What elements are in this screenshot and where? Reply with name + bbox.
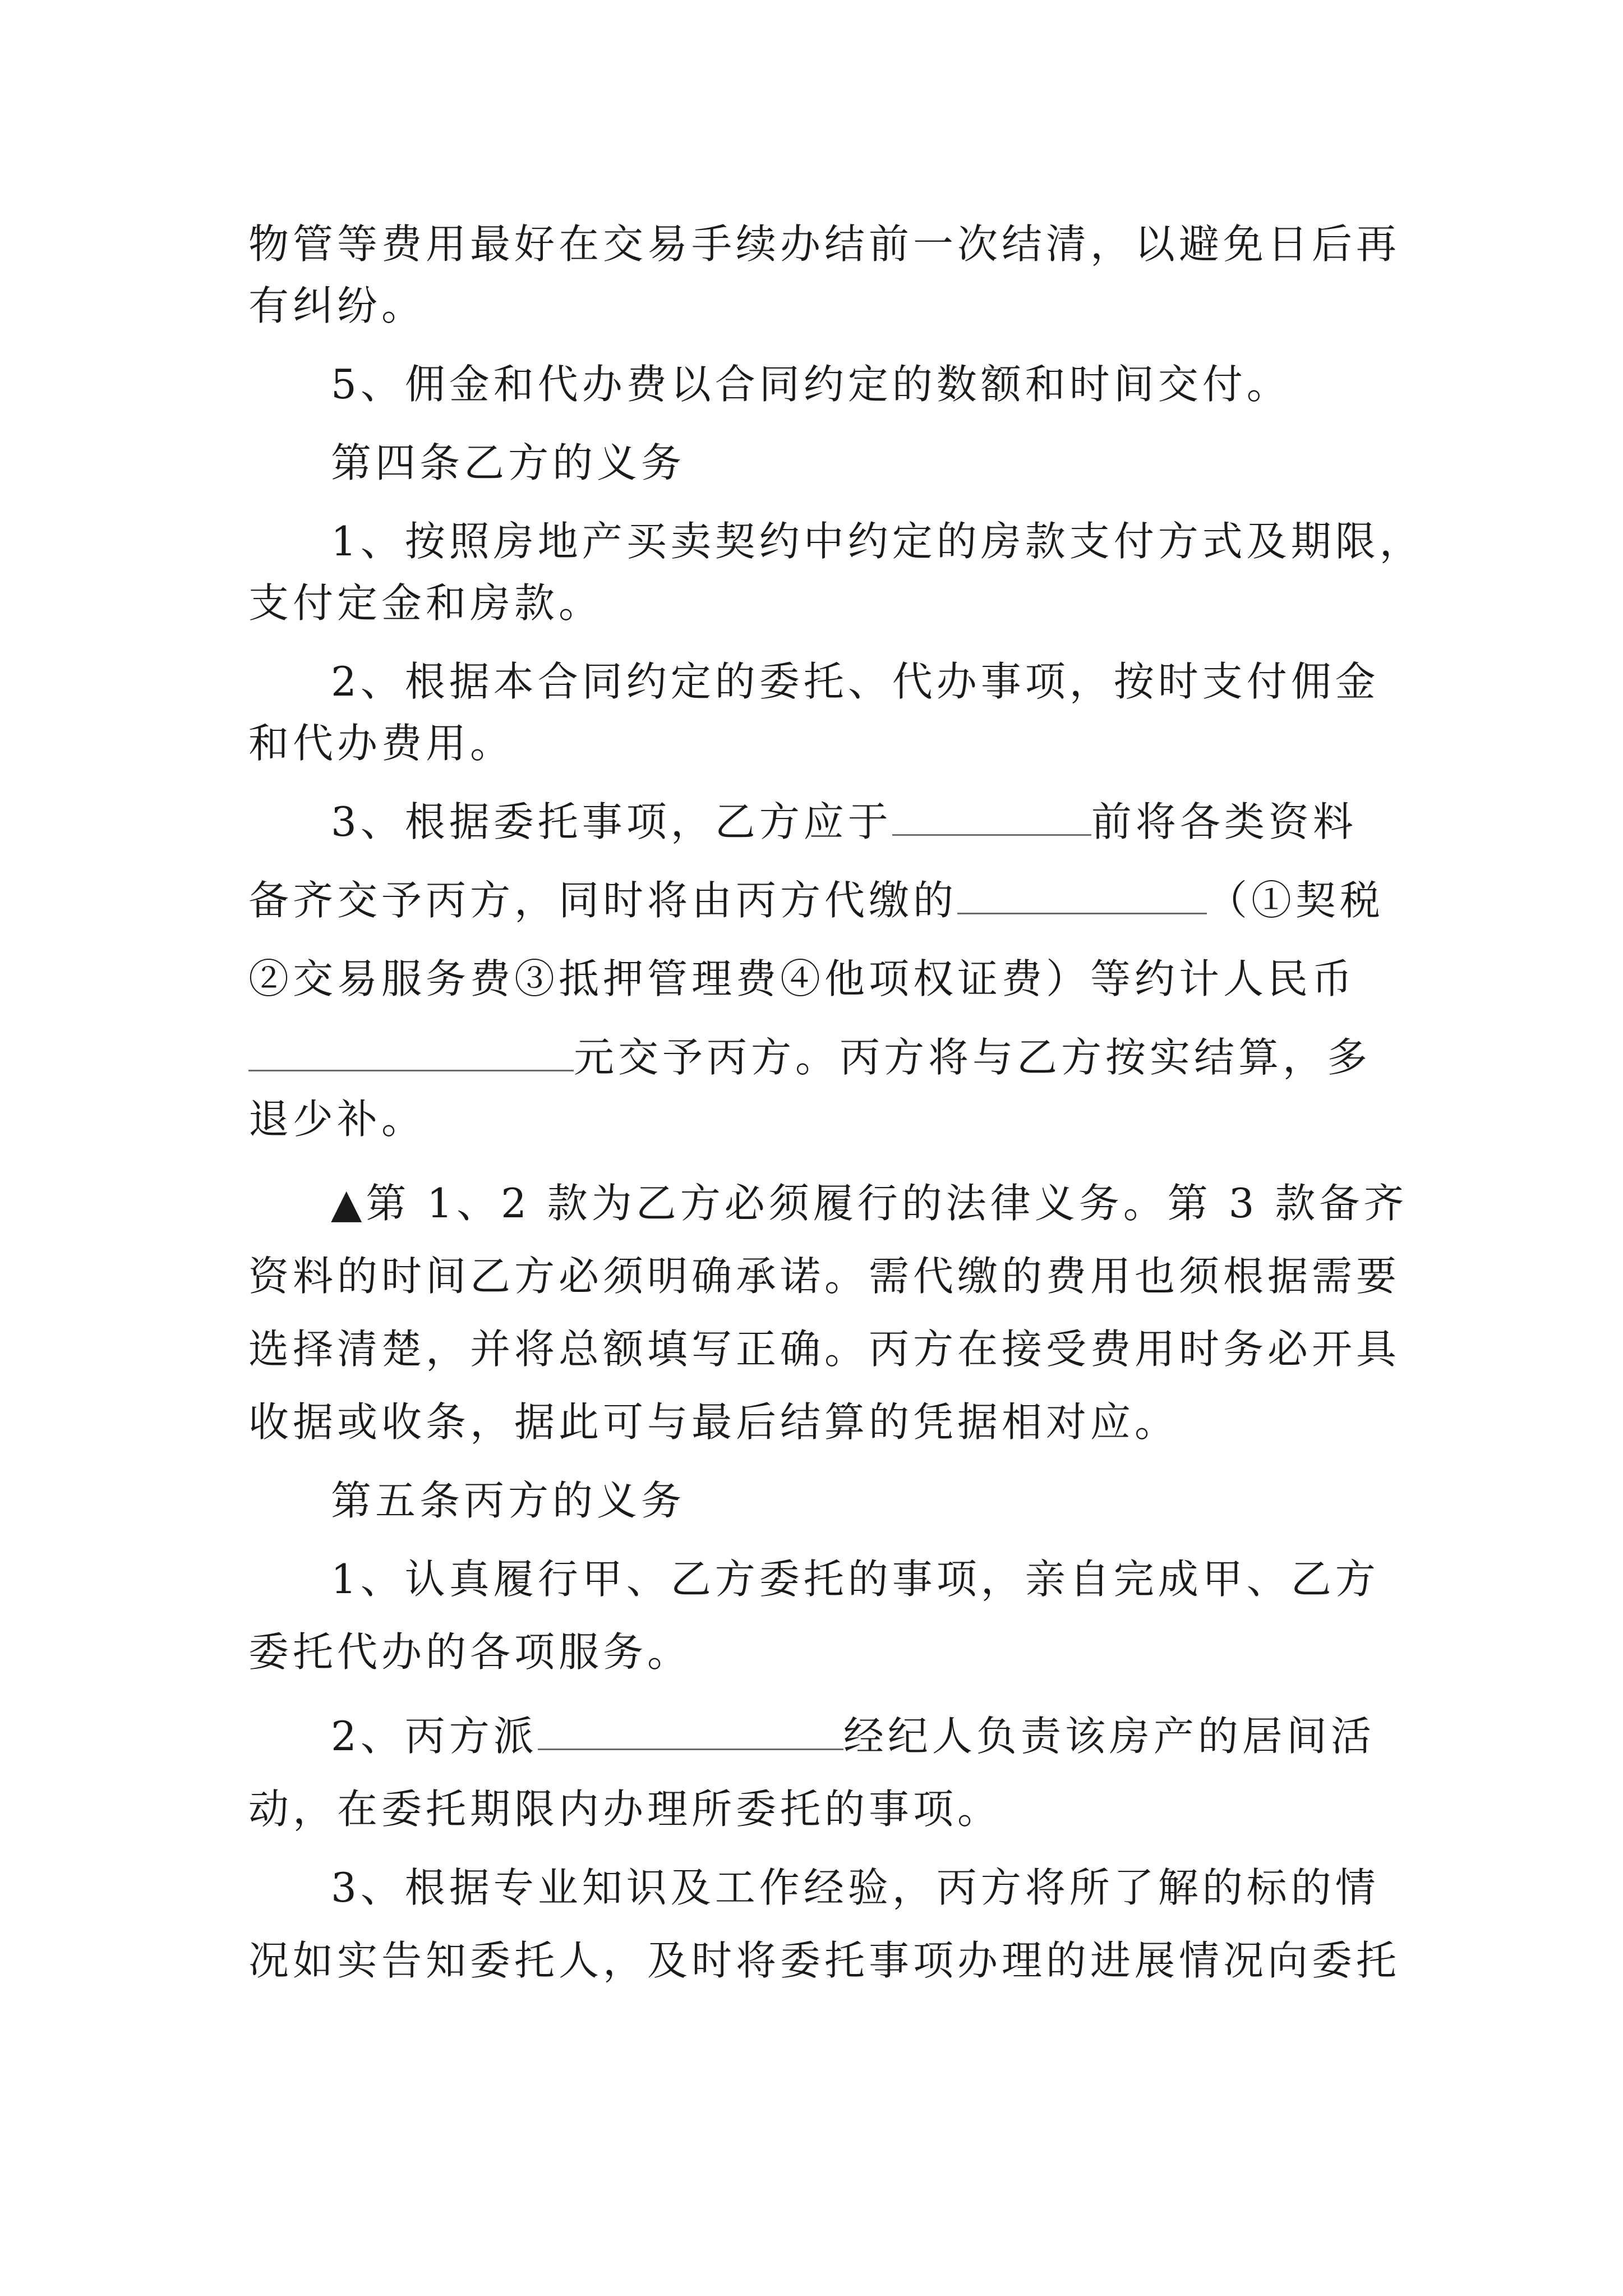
paragraph-line — [248, 1027, 1393, 1088]
date-blank-field[interactable] — [892, 799, 1091, 836]
section-heading-article-4: 第四条乙方的义务 — [331, 439, 686, 486]
paragraph-line: 选择清楚，并将总额填写正确。丙方在接受费用时务必开具 — [248, 1326, 1401, 1373]
paragraph-line: 委托代办的各项服务。 — [248, 1628, 692, 1676]
clause-item-2: 2、根据本合同约定的委托、代办事项，按时支付佣金 — [331, 658, 1380, 705]
section-heading-article-5: 第五条丙方的义务 — [331, 1477, 686, 1524]
clause-text: 备齐交予丙方，同时将由丙方代缴的 — [248, 877, 958, 924]
clause-text: 3、根据委托事项，乙方应于 — [331, 798, 892, 845]
clause-text: 经纪人负责该房产的居间活 — [843, 1713, 1375, 1760]
paragraph-line: 物管等费用最好在交易手续办结前一次结清，以避免日后再 — [248, 220, 1401, 268]
clause-item-1: 1、按照房地产买卖契约中约定的房款支付方式及期限， — [331, 518, 1424, 565]
paragraph-line: 有纠纷。 — [248, 282, 426, 329]
paragraph-line — [248, 869, 1393, 931]
clause-text: 2、丙方派 — [331, 1713, 538, 1760]
paragraph-line: 况如实告知委托人，及时将委托事项办理的进展情况向委托 — [248, 1937, 1401, 1984]
paragraph-line: ②交易服务费③抵押管理费④他项权证费）等约计人民币 — [248, 955, 1357, 1002]
agent-name-blank-field[interactable] — [538, 1714, 843, 1750]
clause-item-5: 5、佣金和代办费以合同约定的数额和时间交付。 — [331, 361, 1291, 408]
paragraph-line: 和代办费用。 — [248, 720, 515, 767]
paragraph-line: 退少补。 — [248, 1096, 426, 1143]
paragraph-line: 支付定金和房款。 — [248, 579, 603, 627]
amount-blank-field[interactable] — [248, 1035, 574, 1071]
paragraph-line: 资料的时间乙方必须明确承诺。需代缴的费用也须根据需要 — [248, 1253, 1401, 1300]
note-paragraph: ▲第 1、2 款为乙方必须履行的法律义务。第 3 款备齐 — [331, 1180, 1408, 1227]
clause-item-3 — [331, 791, 1393, 853]
clause-text: 元交予丙方。丙方将与乙方按实结算，多 — [574, 1034, 1372, 1081]
clause-text: 前将各类资料 — [1091, 798, 1357, 845]
paragraph-line: 动，在委托期限内办理所委托的事项。 — [248, 1786, 1002, 1833]
clause-text: （①契税 — [1207, 877, 1385, 924]
clause-item-2 — [331, 1705, 1393, 1767]
fee-items-blank-field[interactable] — [957, 878, 1207, 914]
paragraph-line: 收据或收条，据此可与最后结算的凭据相对应。 — [248, 1398, 1179, 1446]
clause-item-3: 3、根据专业知识及工作经验，丙方将所了解的标的情 — [331, 1864, 1380, 1911]
clause-item-1: 1、认真履行甲、乙方委托的事项，亲自完成甲、乙方 — [331, 1556, 1380, 1603]
